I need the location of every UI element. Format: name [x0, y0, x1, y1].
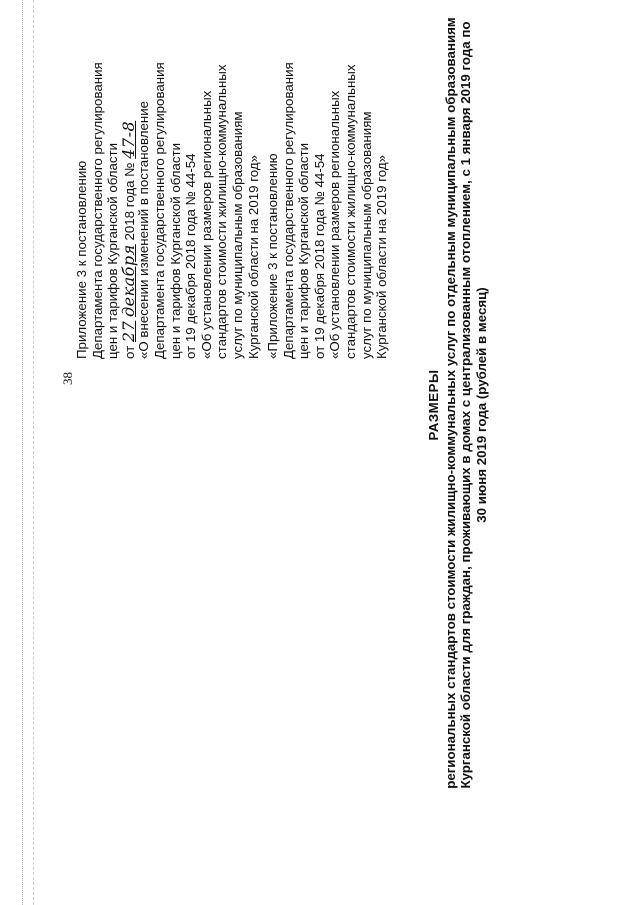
appendix-line: Курганской области на 2019 год»: [245, 154, 261, 359]
document-heading: [426, 0, 489, 905]
quoted-appendix-block: [265, 0, 390, 359]
appendix-line: от 19 декабря 2018 года № 44-54: [183, 153, 199, 359]
appendix-line: «Об установлении размеров региональных: [198, 90, 214, 359]
appendix-line: стандартов стоимости жилищно-коммунальных: [214, 64, 230, 359]
appendix-line: «О внесении изменений в постановление: [136, 100, 152, 359]
handwritten-number: 47-8: [118, 120, 138, 159]
page-number: 38: [60, 372, 75, 385]
appendix-line: цен и тарифов Курганской области: [167, 142, 183, 359]
appendix-line: Департамента государственного регулирования: [89, 62, 105, 359]
appendix-line: Департамента государственного регулирования: [151, 62, 167, 359]
appendix-line: цен и тарифов Курганской области: [105, 142, 121, 359]
heading-line: Курганской области для граждан, проживающих в домах с централизованным отоплением, с 1 января 2019 года по: [458, 21, 474, 789]
quoted-line: от 19 декабря 2018 года № 44-54: [311, 153, 327, 359]
handwritten-month: декабря: [118, 244, 138, 318]
appendix-line: услуг по муниципальным образованиям: [229, 111, 245, 359]
appendix-line: Приложение 3 к постановлению: [74, 160, 89, 359]
quoted-line: услуг по муниципальным образованиям: [358, 111, 374, 359]
quoted-line: «Об установлении размеров региональных: [327, 90, 343, 359]
date-prefix: от: [121, 345, 137, 359]
heading-line: 30 июня 2019 года (рублей в месяц): [473, 287, 489, 523]
heading-title: РАЗМЕРЫ: [426, 369, 441, 441]
quoted-line: стандартов стоимости жилищно-коммунальных: [342, 64, 358, 359]
handwritten-day: 27: [118, 320, 138, 343]
heading-line: региональных стандартов стоимости жилищно-коммунальных услуг по отдельным муниципальным образованиям: [442, 17, 458, 789]
appendix-date-line: [118, 0, 138, 359]
quoted-line: цен и тарифов Курганской области: [296, 142, 312, 359]
quoted-line: «Приложение 3 к постановлению: [265, 153, 280, 359]
date-middle: 2018 года №: [121, 162, 137, 241]
appendix-block: [74, 0, 261, 359]
quoted-line: Департамента государственного регулирования: [280, 62, 296, 359]
quoted-line: Курганской области на 2019 год»: [374, 154, 390, 359]
